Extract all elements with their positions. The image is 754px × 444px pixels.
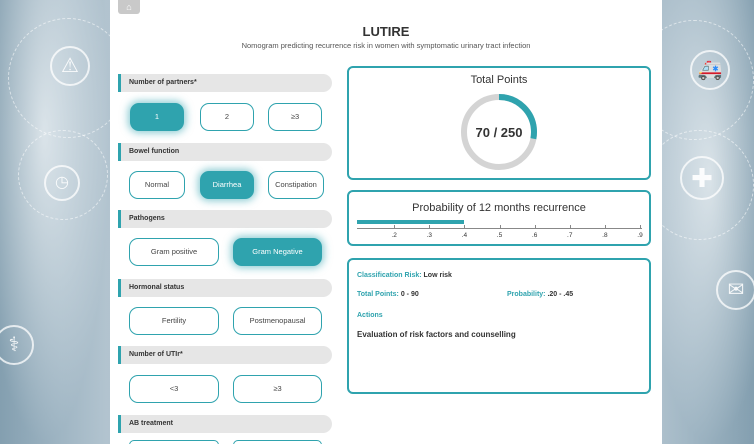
option-bowel-diarrhea[interactable]: Diarrhea (200, 171, 254, 199)
classification-points-value: 0 - 90 (400, 291, 419, 298)
probability-tick-label: .8 (602, 232, 608, 239)
option-utir-less-3[interactable]: <3 (129, 375, 219, 403)
stethoscope-icon: ⚕ (0, 325, 34, 365)
option-bowel-constipation[interactable]: Constipation (268, 171, 324, 199)
probability-tick (605, 225, 606, 229)
total-points-title: Total Points (470, 74, 528, 86)
probability-tick-label: .3 (426, 232, 432, 239)
classification-card (347, 258, 651, 394)
mail-icon: ✉ (716, 270, 754, 310)
ambulance-icon: 🚑 (690, 50, 730, 90)
page-title: LUTIRE (362, 24, 410, 39)
total-points-gauge (349, 90, 649, 176)
home-button[interactable] (118, 0, 140, 14)
plus-icon: ✚ (680, 156, 724, 200)
total-points-card (347, 66, 651, 180)
probability-tick (640, 225, 641, 229)
probability-card (347, 190, 651, 246)
classification-probability (507, 291, 573, 298)
classification-points (357, 291, 419, 298)
section-label-utir: Number of UTIr* (118, 346, 332, 364)
classification-points-label: Total Points: (357, 291, 399, 298)
section-label-hormonal: Hormonal status (118, 279, 332, 297)
option-partners-2[interactable]: 2 (200, 103, 254, 131)
option-ab-1[interactable] (129, 440, 219, 444)
classification-probability-value: .20 - .45 (547, 291, 574, 298)
option-hormonal-fertility[interactable]: Fertility (129, 307, 219, 335)
probability-bar (357, 220, 464, 224)
option-ab-2[interactable] (233, 440, 322, 444)
option-partners-3-plus[interactable]: ≥3 (268, 103, 322, 131)
probability-tick (500, 225, 501, 229)
probability-tick (394, 225, 395, 229)
probability-title: Probability of 12 months recurrence (412, 202, 586, 214)
actions-text: Evaluation of risk factors and counselling (357, 330, 516, 339)
classification-probability-label: Probability: (507, 291, 546, 298)
probability-tick-label: .5 (496, 232, 503, 239)
section-label-bowel: Bowel function (118, 143, 332, 161)
actions-label: Actions (357, 312, 383, 319)
probability-tick-label: .4 (461, 232, 468, 239)
warning-icon: ⚠ (50, 46, 90, 86)
option-hormonal-postmenopausal[interactable]: Postmenopausal (233, 307, 322, 335)
background-left (0, 0, 110, 444)
total-points-value: 70 / 250 (475, 125, 523, 140)
classification-risk-label: Classification Risk: (357, 272, 422, 279)
probability-tick-label: .9 (637, 232, 643, 239)
option-partners-1[interactable]: 1 (130, 103, 184, 131)
clock-icon: ◷ (44, 165, 80, 201)
probability-tick (464, 225, 465, 229)
main-panel (110, 0, 662, 444)
probability-tick (535, 225, 536, 229)
probability-scale (357, 220, 643, 239)
probability-tick-label: .7 (567, 232, 573, 239)
classification-risk (357, 272, 452, 279)
section-label-ab: AB treatment (118, 415, 332, 433)
option-pathogens-gram-negative[interactable]: Gram Negative (233, 238, 322, 266)
probability-tick-label: .2 (391, 232, 397, 239)
section-label-partners: Number of partners* (118, 74, 332, 92)
probability-tick (429, 225, 430, 229)
option-utir-3-plus[interactable]: ≥3 (233, 375, 322, 403)
probability-tick-label: .6 (531, 232, 538, 239)
page-subtitle: Nomogram predicting recurrence risk in women with symptomatic urinary tract infection (241, 41, 531, 50)
option-pathogens-gram-positive[interactable]: Gram positive (129, 238, 219, 266)
probability-tick (570, 225, 571, 229)
section-label-pathogens: Pathogens (118, 210, 332, 228)
classification-risk-value: Low risk (423, 272, 452, 279)
option-bowel-normal[interactable]: Normal (129, 171, 185, 199)
home-icon: ⌂ (126, 2, 132, 12)
